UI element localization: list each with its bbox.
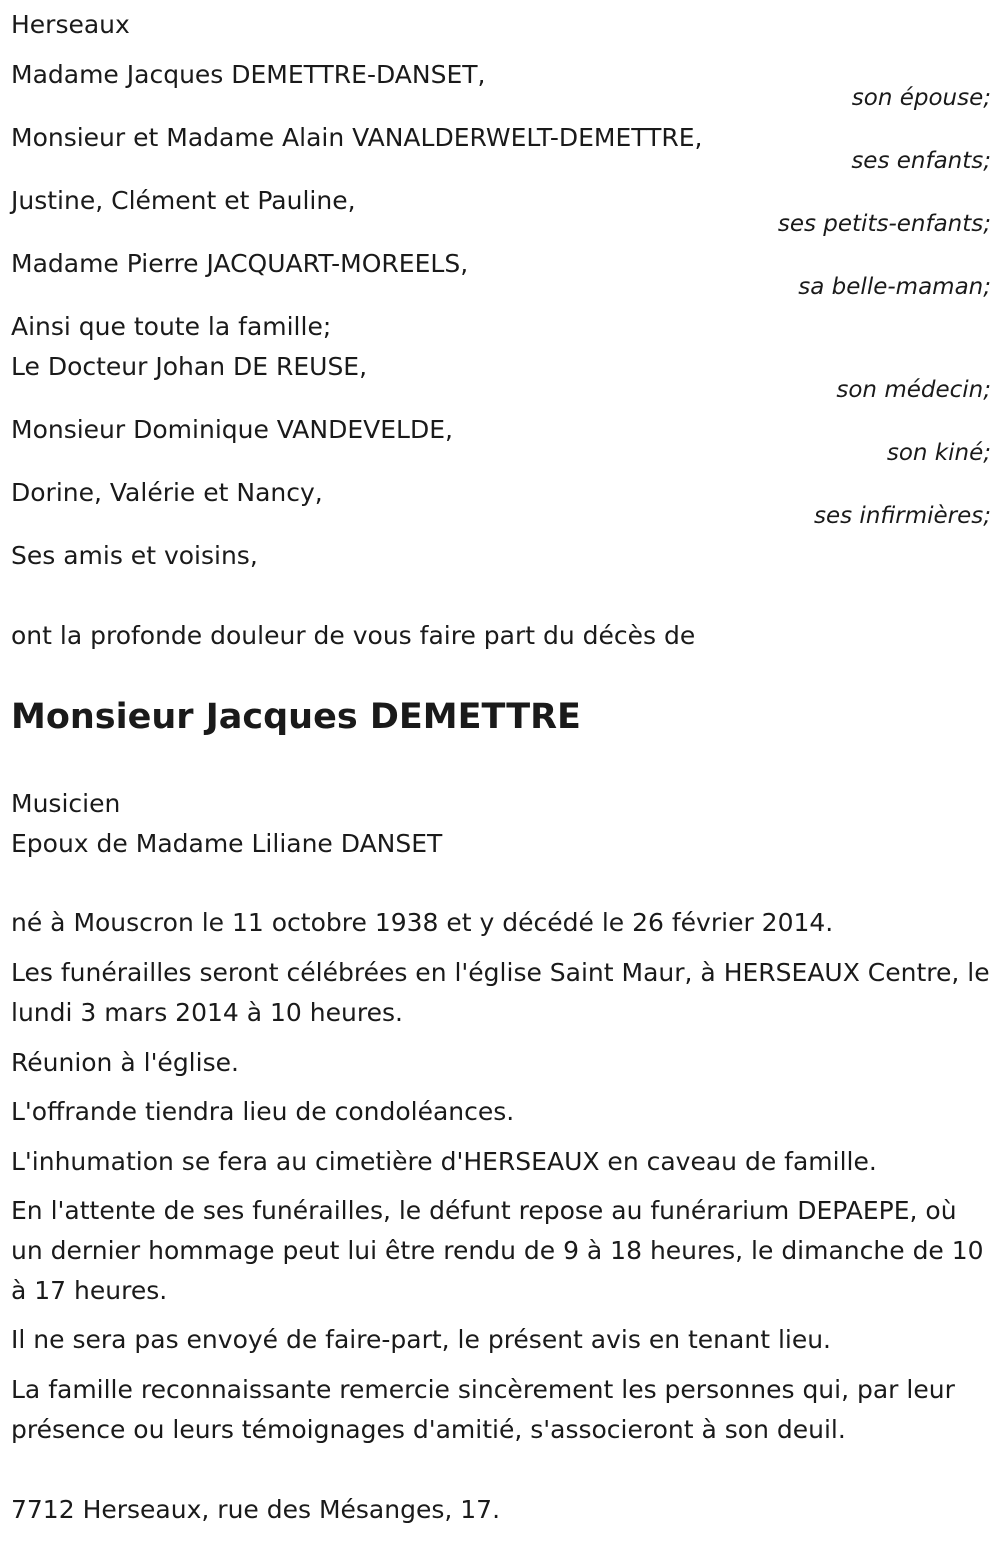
family-member-relation: son épouse;: [851, 85, 991, 111]
funeral-paragraph: Les funérailles seront célébrées en l'église Saint Maur, à HERSEAUX Centre, le lundi 3 mars 2014 à 10 heures.: [11, 958, 990, 1027]
thanks-paragraph: La famille reconnaissante remercie sincèrement les personnes qui, par leur présence ou leurs témoignages d'amitié, s'associeront à son deuil.: [11, 1375, 955, 1444]
family-member-relation: ses enfants;: [851, 148, 991, 174]
birth-death-paragraph: né à Mouscron le 11 octobre 1938 et y décédé le 26 février 2014.: [11, 908, 834, 937]
carer-relation: ses infirmières;: [814, 503, 991, 529]
meeting-paragraph: Réunion à l'église.: [11, 1048, 239, 1077]
carer-relation: son kiné;: [886, 440, 991, 466]
deceased-name: Monsieur Jacques DEMETTRE: [11, 697, 581, 737]
funerarium-paragraph: En l'attente de ses funérailles, le défunt repose au funérarium DEPAEPE, où un dernier hommage peut lui être rendu de 9 à 18 heures, le dimanche de 10 à 17 heures.: [11, 1196, 984, 1305]
family-member-name: Justine, Clément et Pauline,: [11, 186, 356, 215]
spouse-line: Epoux de Madame Liliane DANSET: [11, 829, 443, 858]
carer-relation: son médecin;: [836, 377, 991, 403]
carer-name: Dorine, Valérie et Nancy,: [11, 478, 323, 507]
family-member-name: Monsieur et Madame Alain VANALDERWELT-DEMETTRE,: [11, 123, 703, 152]
location-header: Herseaux: [11, 10, 130, 39]
family-member-name: Madame Pierre JACQUART-MOREELS,: [11, 249, 469, 278]
occupation: Musicien: [11, 789, 121, 818]
family-closing: Ainsi que toute la famille;: [11, 312, 332, 341]
family-member-name: Madame Jacques DEMETTRE-DANSET,: [11, 60, 486, 89]
family-member-relation: ses petits-enfants;: [777, 211, 991, 237]
offering-paragraph: L'offrande tiendra lieu de condoléances.: [11, 1097, 515, 1126]
family-member-relation: sa belle-maman;: [798, 274, 991, 300]
carer-name: Le Docteur Johan DE REUSE,: [11, 352, 368, 381]
friends-line: Ses amis et voisins,: [11, 541, 258, 570]
burial-paragraph: L'inhumation se fera au cimetière d'HERSEAUX en caveau de famille.: [11, 1147, 877, 1176]
address: 7712 Herseaux, rue des Mésanges, 17.: [11, 1495, 501, 1524]
announcement: ont la profonde douleur de vous faire part du décès de: [11, 621, 696, 650]
notice-paragraph: Il ne sera pas envoyé de faire-part, le présent avis en tenant lieu.: [11, 1325, 832, 1354]
carer-name: Monsieur Dominique VANDEVELDE,: [11, 415, 453, 444]
